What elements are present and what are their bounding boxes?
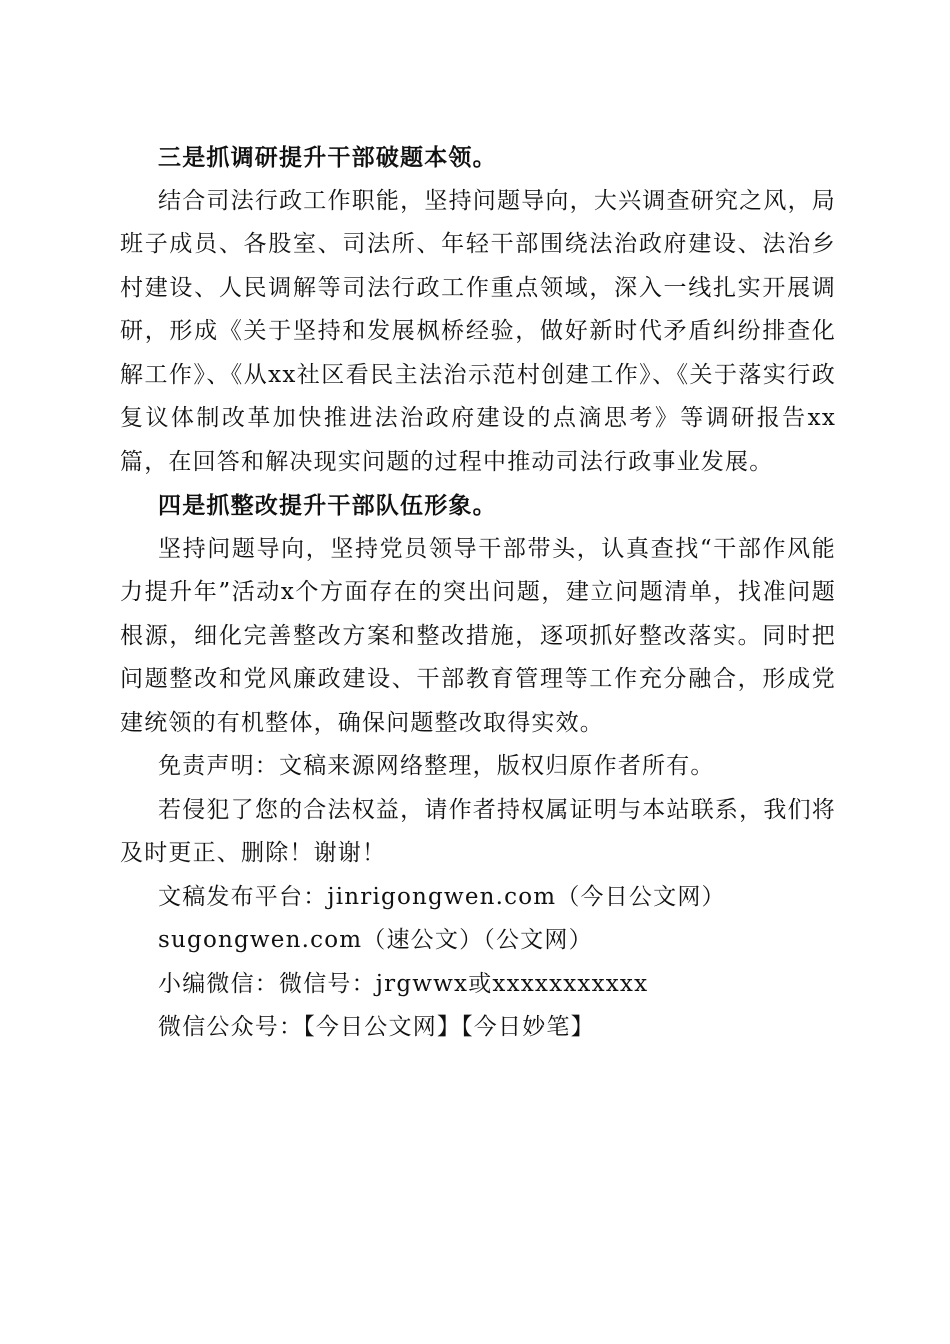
section-heading-rectification: 四是抓整改提升干部队伍形象。 [158,492,497,519]
section-body-research: 结合司法行政工作职能，坚持问题导向，大兴调查研究之风，局班子成员、各股室、司法所、年轻干部围绕法治政府建设、法治乡村建设、人民调解等司法行政工作重点领域，深入一线扎实开展调研，形成《关于坚持和发展枫桥经验，做好新时代矛盾纠纷排查化解工作》、《从xx社区看民主法治示范村创建工作》、《关于落实行政复议体制改革加快推进法治政府建设的点滴思考》等调研报告xx篇，在回答和解决现实问题的过程中推动司法行政事业发展。 [120,187,836,475]
infringement-notice: 若侵犯了您的合法权益，请作者持权属证明与本站联系，我们将及时更正、删除！谢谢！ [120,796,836,866]
site-line: sugongwen.com（速公文）（公文网） [158,927,593,953]
disclaimer-text: 免责声明：文稿来源网络整理，版权归原作者所有。 [158,753,715,779]
platform-line: 文稿发布平台：jinrigongwen.com（今日公文网） [158,883,726,910]
document-page [120,136,836,1050]
section-heading-research: 三是抓调研提升干部破题本领。 [158,144,497,171]
wechat-line: 小编微信：微信号：jrgwwx或xxxxxxxxxxx [158,970,649,997]
section-body-rectification: 坚持问题导向，坚持党员领导干部带头，认真查找“干部作风能力提升年”活动x个方面存在的突出问题，建立问题清单，找准问题根源，细化完善整改方案和整改措施，逐项抓好整改落实。同时把问题整改和党风廉政建设、干部教育管理等工作充分融合，形成党建统领的有机整体，确保问题整改取得实效。 [120,535,836,736]
official-account-line: 微信公众号：【今日公文网】【今日妙笔】 [158,1014,595,1040]
